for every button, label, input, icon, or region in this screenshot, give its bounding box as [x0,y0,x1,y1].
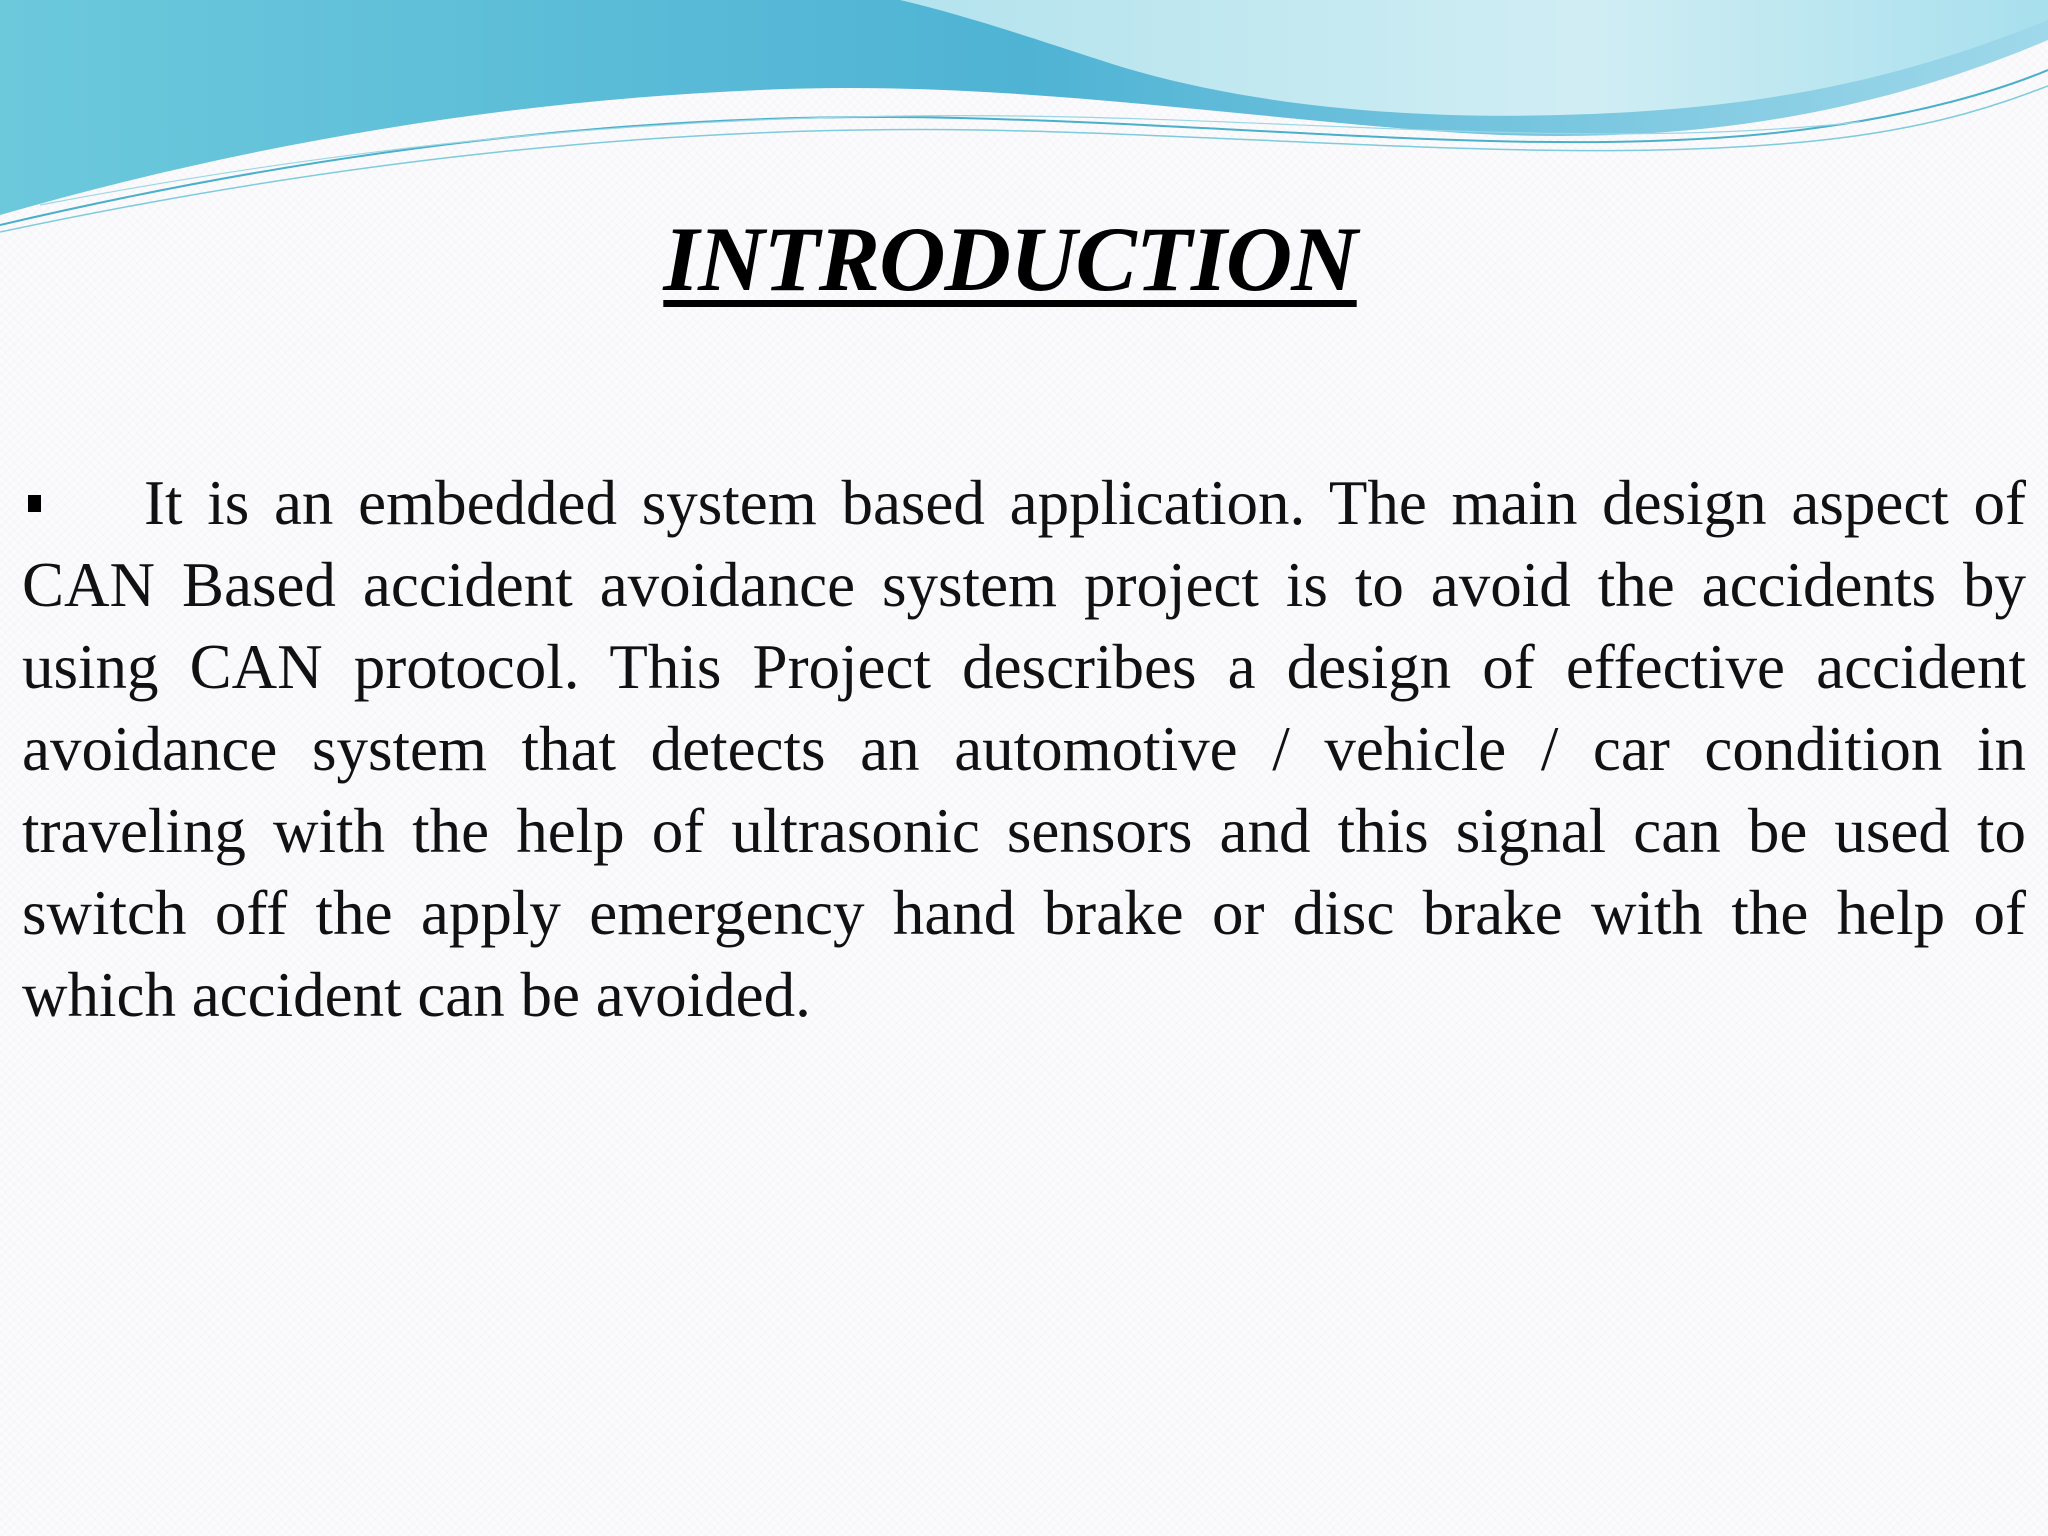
wave-header-decoration [0,0,2048,240]
bullet-text: It is an embedded system based application. The main design aspect of CAN Based accident avoidance system project is to avoid the accidents by using CAN protocol. This Project describes a design of effective accident avoidance system that detects an automotive / vehicle / car condition in traveling with the help of ultrasonic sensors and this signal can be used to switch off the apply emergency hand brake or disc brake with the help of which accident can be avoided. [22,468,2026,1030]
slide-content [22,462,2026,1036]
slide-title [0,206,2020,312]
square-bullet-icon [28,495,41,512]
bullet-paragraph [22,462,2026,1036]
slide-title-text: INTRODUCTION [663,208,1357,310]
